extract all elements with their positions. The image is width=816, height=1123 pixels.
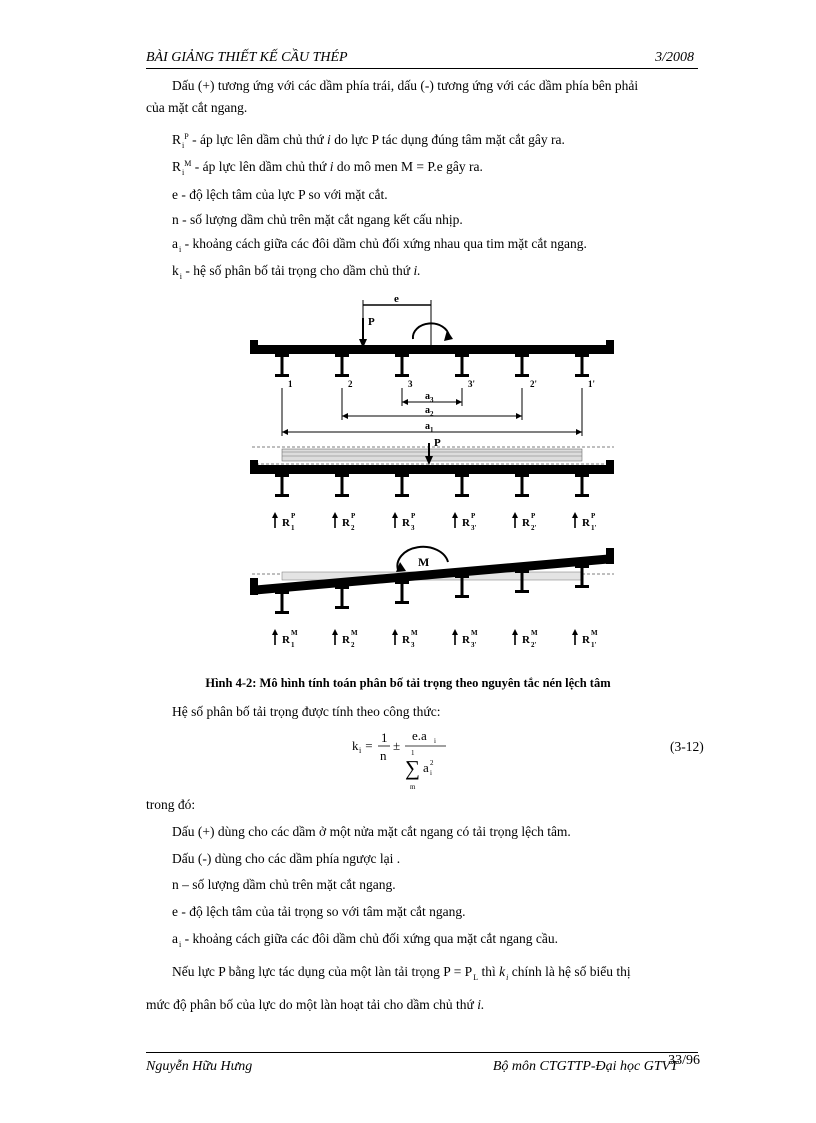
load-block xyxy=(282,449,582,461)
dim-a3-arrow-r xyxy=(456,399,462,405)
f-den2-sup: 2 xyxy=(430,759,434,767)
deck-slab-1 xyxy=(250,345,614,354)
girder-3-1 xyxy=(275,591,289,614)
svg-text:P: P xyxy=(471,512,476,520)
equation-number: (3-12) xyxy=(670,739,704,754)
svg-text:3: 3 xyxy=(411,524,415,532)
rm-symbol: R xyxy=(172,159,182,174)
girders-row-2 xyxy=(275,474,589,497)
girder-label-5: 2' xyxy=(530,379,538,389)
rm-text-a: - áp lực lên dầm chủ thứ xyxy=(191,159,330,174)
figure-caption: Hình 4-2: Mô hình tính toán phân bố tải trọng theo nguyên tắc nén lệch tâm xyxy=(205,676,611,690)
girder-3-3 xyxy=(395,581,409,604)
f-sigma: ∑ xyxy=(405,756,420,780)
girder-label-2: 2 xyxy=(348,379,353,389)
k-def-i: i. xyxy=(413,263,421,278)
girder-label-6: 1' xyxy=(588,379,596,389)
svg-text:R: R xyxy=(522,517,530,529)
f-den2: a xyxy=(423,760,429,775)
girder-label-1: 1 xyxy=(288,379,293,389)
rp-text-a: - áp lực lên dầm chủ thứ xyxy=(188,132,328,147)
svg-text:1: 1 xyxy=(291,641,295,649)
uniform-load-diagram xyxy=(250,437,614,474)
svg-text:R: R xyxy=(282,517,290,529)
rp-sub: i xyxy=(182,141,185,150)
svg-text:P: P xyxy=(531,512,536,520)
moment-diagram xyxy=(250,547,614,595)
svg-text:M: M xyxy=(411,629,418,637)
deck-curb-left-2 xyxy=(250,460,258,474)
where-d1: Dấu (+) dùng cho các dầm ở một nửa mặt cắt ngang có tải trọng lệch tâm. xyxy=(172,824,571,839)
reaction-m-6 xyxy=(572,629,598,649)
rm-sub: i xyxy=(182,168,185,177)
svg-text:R: R xyxy=(342,634,350,646)
final-sub: L xyxy=(473,973,479,982)
svg-text:2': 2' xyxy=(531,524,537,532)
girder-2-2 xyxy=(335,474,349,497)
svg-text:R: R xyxy=(462,517,470,529)
dimension-lines xyxy=(282,388,582,436)
where-text: trong đó: xyxy=(146,797,196,812)
a-sub: i xyxy=(179,245,182,254)
reaction-p-3 xyxy=(392,512,416,532)
reaction-m-3 xyxy=(392,629,418,649)
svg-text:1': 1' xyxy=(591,641,597,649)
f-num1: 1 xyxy=(381,730,388,745)
header-date: 3/2008 xyxy=(655,50,694,65)
def-rp xyxy=(172,131,565,151)
reaction-p-1 xyxy=(272,512,296,532)
girder-2-4 xyxy=(455,474,469,497)
tilted-curb-right xyxy=(606,548,614,564)
svg-text:P: P xyxy=(591,512,596,520)
final-k-sub: i xyxy=(506,973,509,982)
load-distribution-figure xyxy=(0,290,816,670)
f-k-sub: i xyxy=(359,746,362,755)
f-num2: e.a xyxy=(412,728,427,743)
formula-intro: Hệ số phân bố tải trọng được tính theo công thức: xyxy=(172,704,441,719)
final-c: chính là hệ số biểu thị xyxy=(508,964,631,979)
final-para-line2 xyxy=(146,996,484,1014)
f-den2-sub: i xyxy=(430,769,432,777)
deck-curb-right-2 xyxy=(606,460,614,474)
girder-1-6 xyxy=(575,354,589,377)
girder-1-2 xyxy=(335,354,349,377)
svg-text:M: M xyxy=(471,629,478,637)
deck-curb-left-1 xyxy=(250,340,258,354)
girder-2-3 xyxy=(395,474,409,497)
d5-text: - khoảng cách giữa các đôi dầm chủ đối xứng qua mặt cắt ngang cầu. xyxy=(181,931,558,946)
svg-text:1: 1 xyxy=(291,524,295,532)
final-k: k xyxy=(499,964,506,979)
rp-text-i: i xyxy=(327,132,331,147)
def-a xyxy=(172,235,587,255)
rp-sup: P xyxy=(184,132,189,141)
reactions-p-row xyxy=(272,512,597,532)
svg-text:R: R xyxy=(582,634,590,646)
para-sign-line2: của mặt cắt ngang. xyxy=(146,100,248,115)
distribution-formula xyxy=(352,728,452,796)
reaction-p-2 xyxy=(332,512,356,532)
svg-text:M: M xyxy=(591,629,598,637)
para-sign-line1: Dấu (+) tương ứng với các dầm phía trái, dấu (-) tương ứng với các dầm phía bên phải xyxy=(172,78,639,93)
dim-a2-arrow-r xyxy=(516,413,522,419)
label-P-1: P xyxy=(368,316,375,328)
k-def-text: - hệ số phân bố tải trọng cho dầm chủ thứ xyxy=(181,263,414,278)
k-symbol: k xyxy=(172,263,179,278)
dim-a3-label: $a_3$ xyxy=(425,391,434,404)
f-equals: = xyxy=(362,738,376,753)
svg-text:R: R xyxy=(282,634,290,646)
final2-i: i. xyxy=(477,997,485,1012)
d5-sub: i xyxy=(179,940,182,949)
f-sum-top: 1 xyxy=(411,749,415,757)
girder-label-4: 3' xyxy=(468,379,476,389)
girder-2-6 xyxy=(575,474,589,497)
girder-1-3 xyxy=(395,354,409,377)
svg-text:R: R xyxy=(462,634,470,646)
page-footer xyxy=(146,1052,698,1077)
a-symbol: a xyxy=(172,236,178,251)
label-P-2: P xyxy=(434,437,441,449)
girder-1-5 xyxy=(515,354,529,377)
girder-2-1 xyxy=(275,474,289,497)
footer-page-number: 33/96 xyxy=(668,1053,700,1068)
svg-text:M: M xyxy=(531,629,538,637)
svg-text:1': 1' xyxy=(591,524,597,532)
svg-text:2: 2 xyxy=(351,524,355,532)
label-M: M xyxy=(418,555,430,569)
svg-text:P: P xyxy=(351,512,356,520)
rp-symbol: R xyxy=(172,132,182,147)
footer-dept: Bộ môn CTGTTP-Đại học GTVT xyxy=(492,1059,678,1074)
f-sum-bot: m xyxy=(410,783,416,791)
svg-text:3': 3' xyxy=(471,641,477,649)
reaction-m-5 xyxy=(512,629,538,649)
d5-symbol: a xyxy=(172,931,178,946)
rm-text-i: i xyxy=(329,159,334,174)
svg-text:3: 3 xyxy=(411,641,415,649)
dim-a2-arrow-l xyxy=(342,413,348,419)
where-d5 xyxy=(172,930,558,950)
svg-text:R: R xyxy=(522,634,530,646)
page-header xyxy=(146,50,698,69)
svg-text:R: R xyxy=(342,517,350,529)
f-k: k xyxy=(352,738,359,753)
f-pm: ± xyxy=(393,738,401,753)
final-b: thì xyxy=(478,964,500,979)
where-d4: e - độ lệch tâm của tải trọng so với tâm mặt cắt ngang. xyxy=(172,904,466,919)
svg-text:3': 3' xyxy=(471,524,477,532)
deck-curb-right-1 xyxy=(606,340,614,354)
girder-1-1 xyxy=(275,354,289,377)
dim-a1-arrow-r xyxy=(576,429,582,435)
svg-text:2': 2' xyxy=(531,641,537,649)
final2-a: mức độ phân bố của lực do một làn hoạt tải cho dầm chủ thứ xyxy=(146,997,478,1012)
svg-text:P: P xyxy=(291,512,296,520)
k-sub: i xyxy=(179,272,182,281)
reaction-m-4 xyxy=(452,629,478,649)
dim-a1-arrow-l xyxy=(282,429,288,435)
label-e: e xyxy=(394,293,399,305)
reactions-m-row xyxy=(272,629,598,649)
svg-text:R: R xyxy=(402,517,410,529)
where-d3: n – số lượng dầm chủ trên mặt cắt ngang. xyxy=(172,877,396,892)
girder-label-3: 3 xyxy=(408,379,413,389)
rm-sup: M xyxy=(184,159,192,168)
girder-2-5 xyxy=(515,474,529,497)
def-n: n - số lượng dầm chủ trên mặt cắt ngang kết cấu nhịp. xyxy=(172,212,463,227)
reaction-m-1 xyxy=(272,629,298,649)
f-den1: n xyxy=(380,748,387,763)
reaction-p-5 xyxy=(512,512,537,532)
footer-author: Nguyễn Hữu Hưng xyxy=(146,1059,253,1074)
girder-labels-diagram-1 xyxy=(250,293,614,354)
svg-text:R: R xyxy=(582,517,590,529)
dim-a1-label: $a_1$ xyxy=(425,421,434,434)
f-num2-sub: i xyxy=(434,737,436,745)
svg-text:P: P xyxy=(411,512,416,520)
rm-text-b: do mô men M = P.e gây ra. xyxy=(333,159,483,174)
reaction-m-2 xyxy=(332,629,358,649)
final-para-line1 xyxy=(172,963,631,983)
reaction-p-4 xyxy=(452,512,477,532)
svg-text:M: M xyxy=(351,629,358,637)
final-a: Nếu lực P bằng lực tác dụng của một làn tải trọng P = P xyxy=(172,964,473,979)
svg-text:2: 2 xyxy=(351,641,355,649)
girder-number-labels xyxy=(288,379,595,389)
svg-text:M: M xyxy=(291,629,298,637)
rp-text-b: do lực P tác dụng đúng tâm mặt cắt gây ra. xyxy=(330,132,565,147)
where-d2: Dấu (-) dùng cho các dầm phía ngược lại . xyxy=(172,851,401,866)
tilted-curb-left xyxy=(250,578,258,595)
header-title: BÀI GIẢNG THIẾT KẾ CẦU THÉP xyxy=(146,50,348,65)
def-rm xyxy=(172,158,483,178)
girder-3-2 xyxy=(335,586,349,609)
reaction-p-6 xyxy=(572,512,597,532)
svg-text:R: R xyxy=(402,634,410,646)
def-k xyxy=(172,262,421,282)
a-def-text: - khoảng cách giữa các đôi dầm chủ đối xứng nhau qua tim mặt cắt ngang. xyxy=(181,236,587,251)
def-e: e - độ lệch tâm của lực P so với mặt cắt. xyxy=(172,187,388,202)
dim-a3-arrow-l xyxy=(402,399,408,405)
deck-slab-2 xyxy=(250,465,614,474)
dim-a2-label: $a_2$ xyxy=(425,405,434,418)
girder-1-4 xyxy=(455,354,469,377)
girders-row-1 xyxy=(275,354,589,377)
